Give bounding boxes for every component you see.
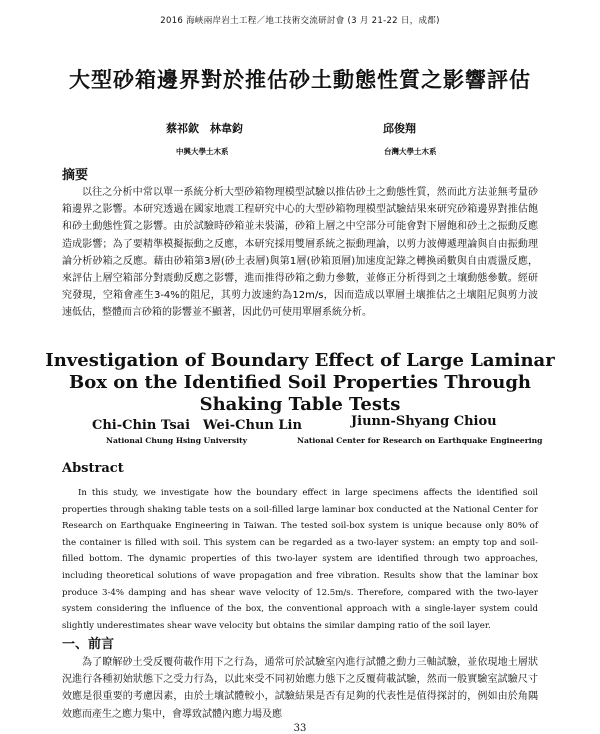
- introduction-body: 為了瞭解砂土受反覆荷載作用下之行為，通常可於試驗室內進行試體之動力三軸試驗，並依現地土層狀況進行各種初始狀態下之受力行為，以此來受不同初始應力態下之反覆荷載試驗，然而一般實驗室試驗尺寸效應是很重要的考慮因素，由於土壤試體較小，試驗結果是否有足夠的代表性是值得探討的，例如由於角隅效應而產生之應力集中，會導致試體內應力場及應: [62, 657, 538, 720]
- english-abstract-body: In this study, we investigate how the boundary effect in large specimens affects the identified soil properties through shaking table tests on a soil-filled large laminar box conducted at the National Center for Research on Earthquake Engineering in Taiwan. The tested soil-box system is unique because only 80% of the container is filled with soil. This system can be regarded as a two-layer system: an empty top and soil-filled bottom. The dynamic properties of this two-layer system are identified through two approaches, including theoretical solutions of wave propagation and free vibration. Results show that the laminar box produce 3-4% damping and has shear wave velocity of 12.5m/s. Therefore, compared with the two-layer system considering the influence of the box, the conventional approach with a single-layer system could slightly underestimates shear wave velocity but obtains the similar damping ratio of the soil layer.: [62, 488, 538, 631]
- introduction-heading: 一、前言: [62, 637, 115, 652]
- english-title-line: Investigation of Boundary Effect of Large Laminar: [45, 350, 555, 371]
- english-authors-left: Chi-Chin Tsai Wei-Chun Lin: [92, 418, 302, 433]
- conference-header: 2016 海峽兩岸岩土工程／地工技術交流研討會 (3 月 21-22 日，成都): [160, 16, 440, 26]
- english-affiliation-right: National Center for Research on Earthquake Engineering: [297, 436, 543, 445]
- english-title-line: Shaking Table Tests: [199, 394, 401, 415]
- english-affiliation-left: National Chung Hsing University: [106, 436, 248, 445]
- chinese-title: 大型砂箱邊界對於推估砂土動態性質之影響評估: [69, 68, 531, 92]
- chinese-authors-right: 邱俊翔: [383, 122, 416, 135]
- chinese-affiliation-left: 中興大學土木系: [176, 147, 229, 156]
- chinese-affiliation-right: 台灣大學土木系: [384, 147, 437, 156]
- page-number: 33: [293, 723, 307, 734]
- chinese-abstract-heading: 摘要: [62, 168, 89, 183]
- english-title-line: Box on the Identified Soil Properties Through: [68, 372, 531, 393]
- chinese-abstract-body: 以往之分析中常以單一系統分析大型砂箱物理模型試驗以推估砂土之動態性質，然而此方法並無考量砂箱邊界之影響。本研究透過在國家地震工程研究中心的大型砂箱物理模型試驗結果來研究砂箱邊界對推估飽和砂土動態性質之影響。由於試驗時砂箱並未裝滿，砂箱上層之中空部分可能會對下層飽和砂土之振動反應造成影響；為了要精準模擬振動之反應，本研究採用雙層系統之振動理論，以剪力波傳遞理論與自由振動理論分析砂箱之反應。藉由砂箱第3層(砂土表層)與第1層(砂箱頂層)加速度記錄之轉換函數與自由震盪反應，來評估上層空箱部分對震動反應之影響，進而推得砂箱之動力參數，並修正分析得到之土壤動態參數。經研究發現，空箱會產生3-4%的阻尼，其剪力波速約為12m/s，因而造成以單層土壤推估之土壤阻尼與剪力波速低估，整體而言砂箱的影響並不顯著，因此仍可使用單層系統分析。: [62, 187, 538, 319]
- chinese-authors-left: 蔡祁欽 林韋鈞: [166, 122, 243, 135]
- english-authors-right: Jiunn-Shyang Chiou: [351, 414, 497, 429]
- english-title: [0, 350, 600, 416]
- english-abstract-heading: Abstract: [62, 461, 124, 476]
